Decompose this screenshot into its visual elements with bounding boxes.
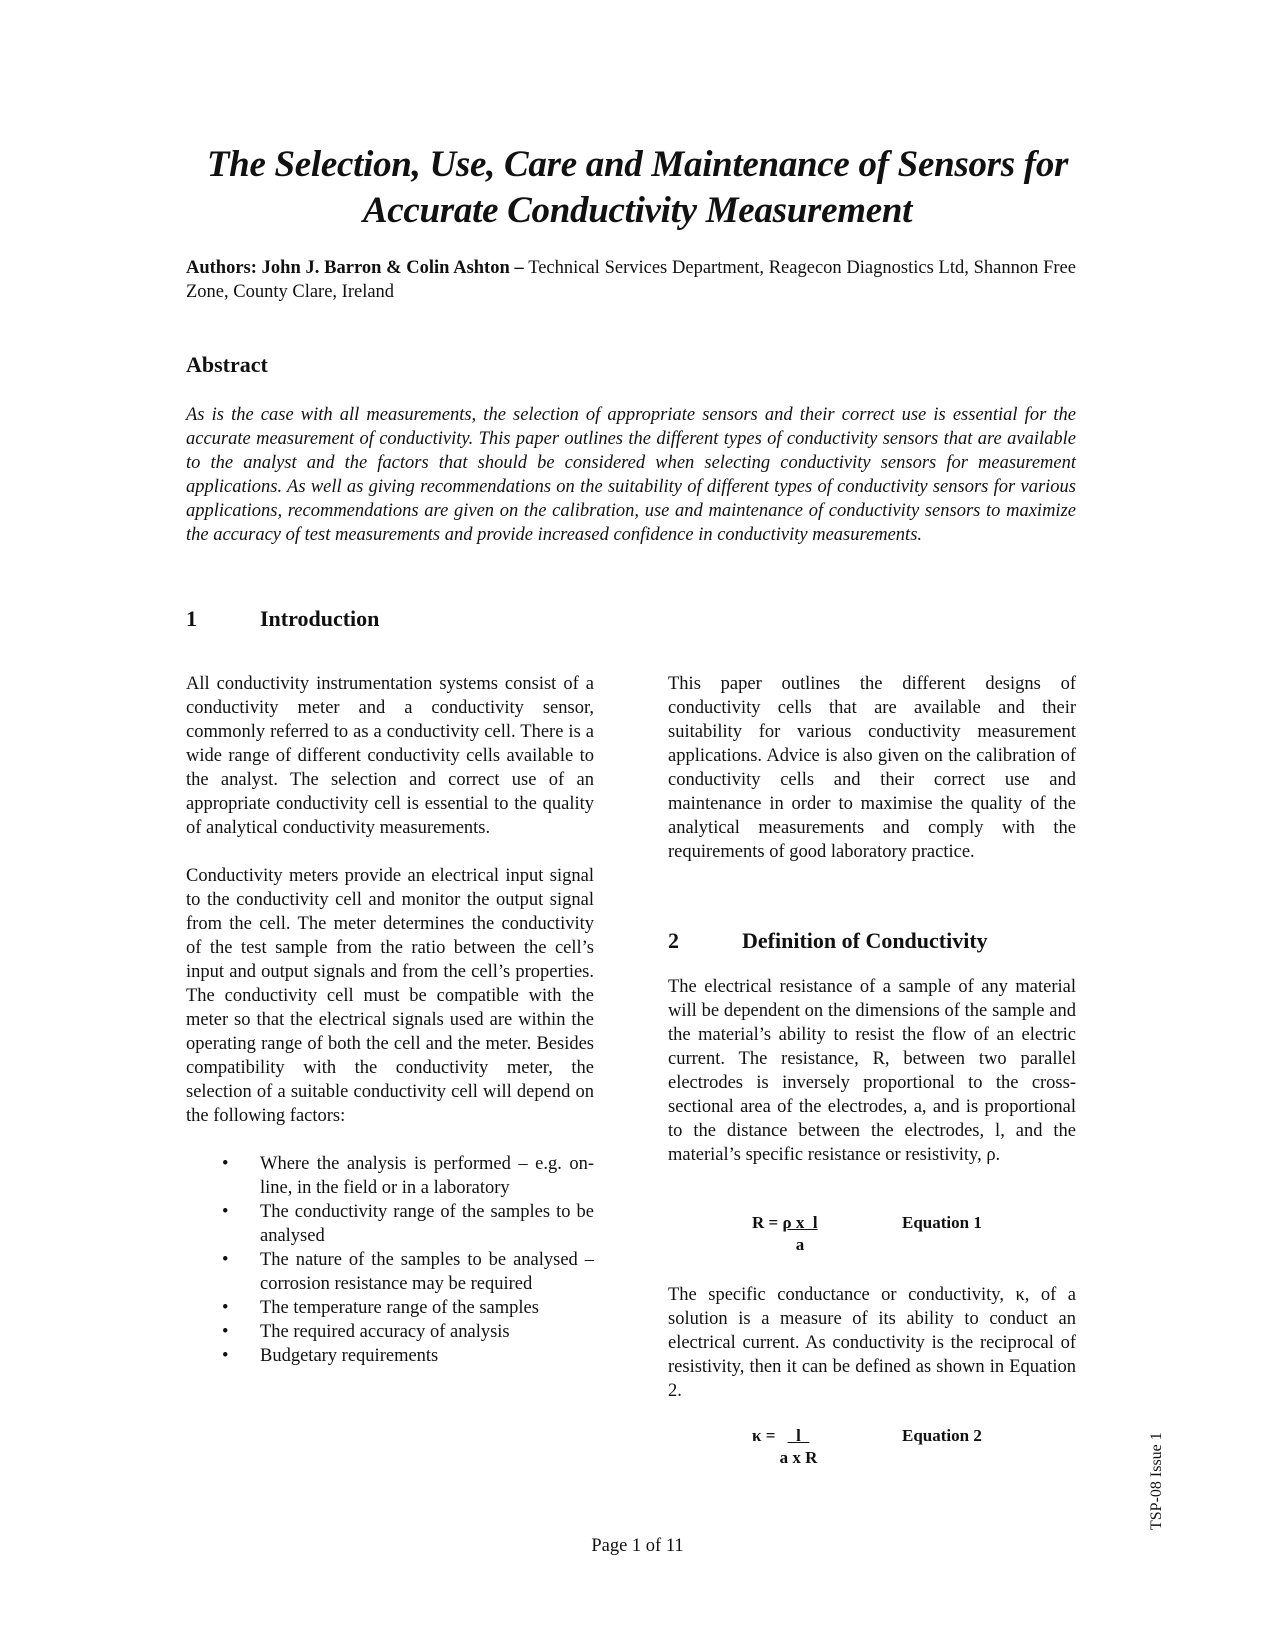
equation-fraction xyxy=(780,1425,818,1469)
list-item: • The nature of the samples to be analysed – corrosion resistance may be required xyxy=(222,1250,594,1294)
bullet-icon: • xyxy=(222,1346,229,1366)
list-item: • The required accuracy of analysis xyxy=(222,1322,510,1342)
title-line-1: The Selection, Use, Care and Maintenance of Sensors for xyxy=(206,144,1069,185)
equation-fraction xyxy=(782,1212,817,1256)
intro-paragraph-1: All conductivity instrumentation systems consist of a conductivity meter and a conductivity sensor, commonly referred to as a conductivity cell. There is a wide range of different conductivity cells available to the analyst. The selection and correct use of an appropriate conductivity cell is essential to the quality of analytical conductivity measurements. xyxy=(186,674,594,838)
bullet-icon: • xyxy=(222,1154,229,1174)
abstract-text: As is the case with all measurements, the selection of appropriate sensors and their correct use is essential for the accurate measurement of conductivity. This paper outlines the different types of conductivity sensors that are available to the analyst and the factors that should be considered when selecting conductivity sensors for measurement applications. As well as giving recommendations on the suitability of different types of conductivity sensors for various applications, recommendations are given on the calibration, use and maintenance of conductivity sensors to maximize the accuracy of test measurements and provide increased confidence in conductivity measurements. xyxy=(186,405,1076,545)
right-column xyxy=(668,672,1076,888)
list-item: • Budgetary requirements xyxy=(222,1346,439,1366)
list-item: • Where the analysis is performed – e.g. on-line, in the field or in a laboratory xyxy=(222,1154,594,1198)
bullet-icon: • xyxy=(222,1322,229,1342)
section-title: Introduction xyxy=(260,606,380,631)
bullet-icon: • xyxy=(222,1250,229,1270)
page-number: Page 1 of 11 xyxy=(591,1536,684,1556)
intro-paragraph-3: This paper outlines the different designs of conductivity cells that are available and their suitability for various conductivity measurement applications. Advice is also given on the calibration of conductivity cells and their correct use and maintenance in order to maximise the quality of the analytical measurements and comply with the requirements of good laboratory practice. xyxy=(668,674,1076,862)
list-item: • The temperature range of the samples xyxy=(222,1298,539,1318)
authors-names: Authors: John J. Barron & Colin Ashton – xyxy=(186,258,524,278)
equation-lhs: κ = xyxy=(752,1426,780,1445)
equation-lhs: R = xyxy=(752,1213,783,1232)
authors-block xyxy=(186,256,1076,304)
list-item: • The conductivity range of the samples to be analysed xyxy=(222,1202,594,1246)
equation-denominator: a x R xyxy=(779,1448,818,1467)
equation-2 xyxy=(752,1425,982,1469)
document-title xyxy=(150,142,1125,234)
section-number: 1 xyxy=(186,606,197,631)
left-column xyxy=(186,672,594,1368)
equation-label: Equation 1 xyxy=(902,1213,982,1232)
section-2-heading xyxy=(668,928,988,954)
equation-1 xyxy=(752,1212,982,1256)
section-1-heading xyxy=(186,606,379,632)
factors-list xyxy=(186,1152,594,1368)
bullet-icon: • xyxy=(222,1298,229,1318)
bullet-icon: • xyxy=(222,1202,229,1222)
authors-affiliation: Technical Services Department, Reagecon Diagnostics Ltd, Shannon Free Zone, County Clare, Ireland xyxy=(186,258,1076,302)
abstract-heading: Abstract xyxy=(186,352,268,377)
equation-numerator: ρ x l xyxy=(782,1213,818,1232)
equation-denominator: a xyxy=(795,1235,805,1254)
intro-paragraph-2: Conductivity meters provide an electrical input signal to the conductivity cell and monitor the output signal from the cell. The meter determines the conductivity of the test sample from the ratio between the cell’s input and output signals and from the cell’s properties. The conductivity cell must be compatible with the meter so that the electrical signals used are within the operating range of both the cell and the meter. Besides compatibility with the conductivity meter, the selection of a suitable conductivity cell will depend on the following factors: xyxy=(186,866,594,1126)
definition-paragraph-1: The electrical resistance of a sample of any material will be dependent on the dimensions of the sample and the material’s ability to resist the flow of an electric current. The resistance, R, between two parallel electrodes is inversely proportional to the cross-sectional area of the electrodes, a, and is proportional to the distance between the electrodes, l, and the material’s specific resistance or resistivity, ρ. xyxy=(668,977,1076,1165)
equation-label: Equation 2 xyxy=(902,1426,982,1445)
equation-numerator: l xyxy=(787,1426,810,1445)
section-number: 2 xyxy=(668,928,679,953)
title-line-2: Accurate Conductivity Measurement xyxy=(362,190,913,231)
document-code-label: TSP-08 Issue 1 xyxy=(1148,1432,1165,1530)
section-title: Definition of Conductivity xyxy=(742,928,988,953)
definition-paragraph-2: The specific conductance or conductivity, κ, of a solution is a measure of its ability to conduct an electrical current. As conductivity is the reciprocal of resistivity, then it can be defined as shown in Equation 2. xyxy=(668,1285,1076,1401)
